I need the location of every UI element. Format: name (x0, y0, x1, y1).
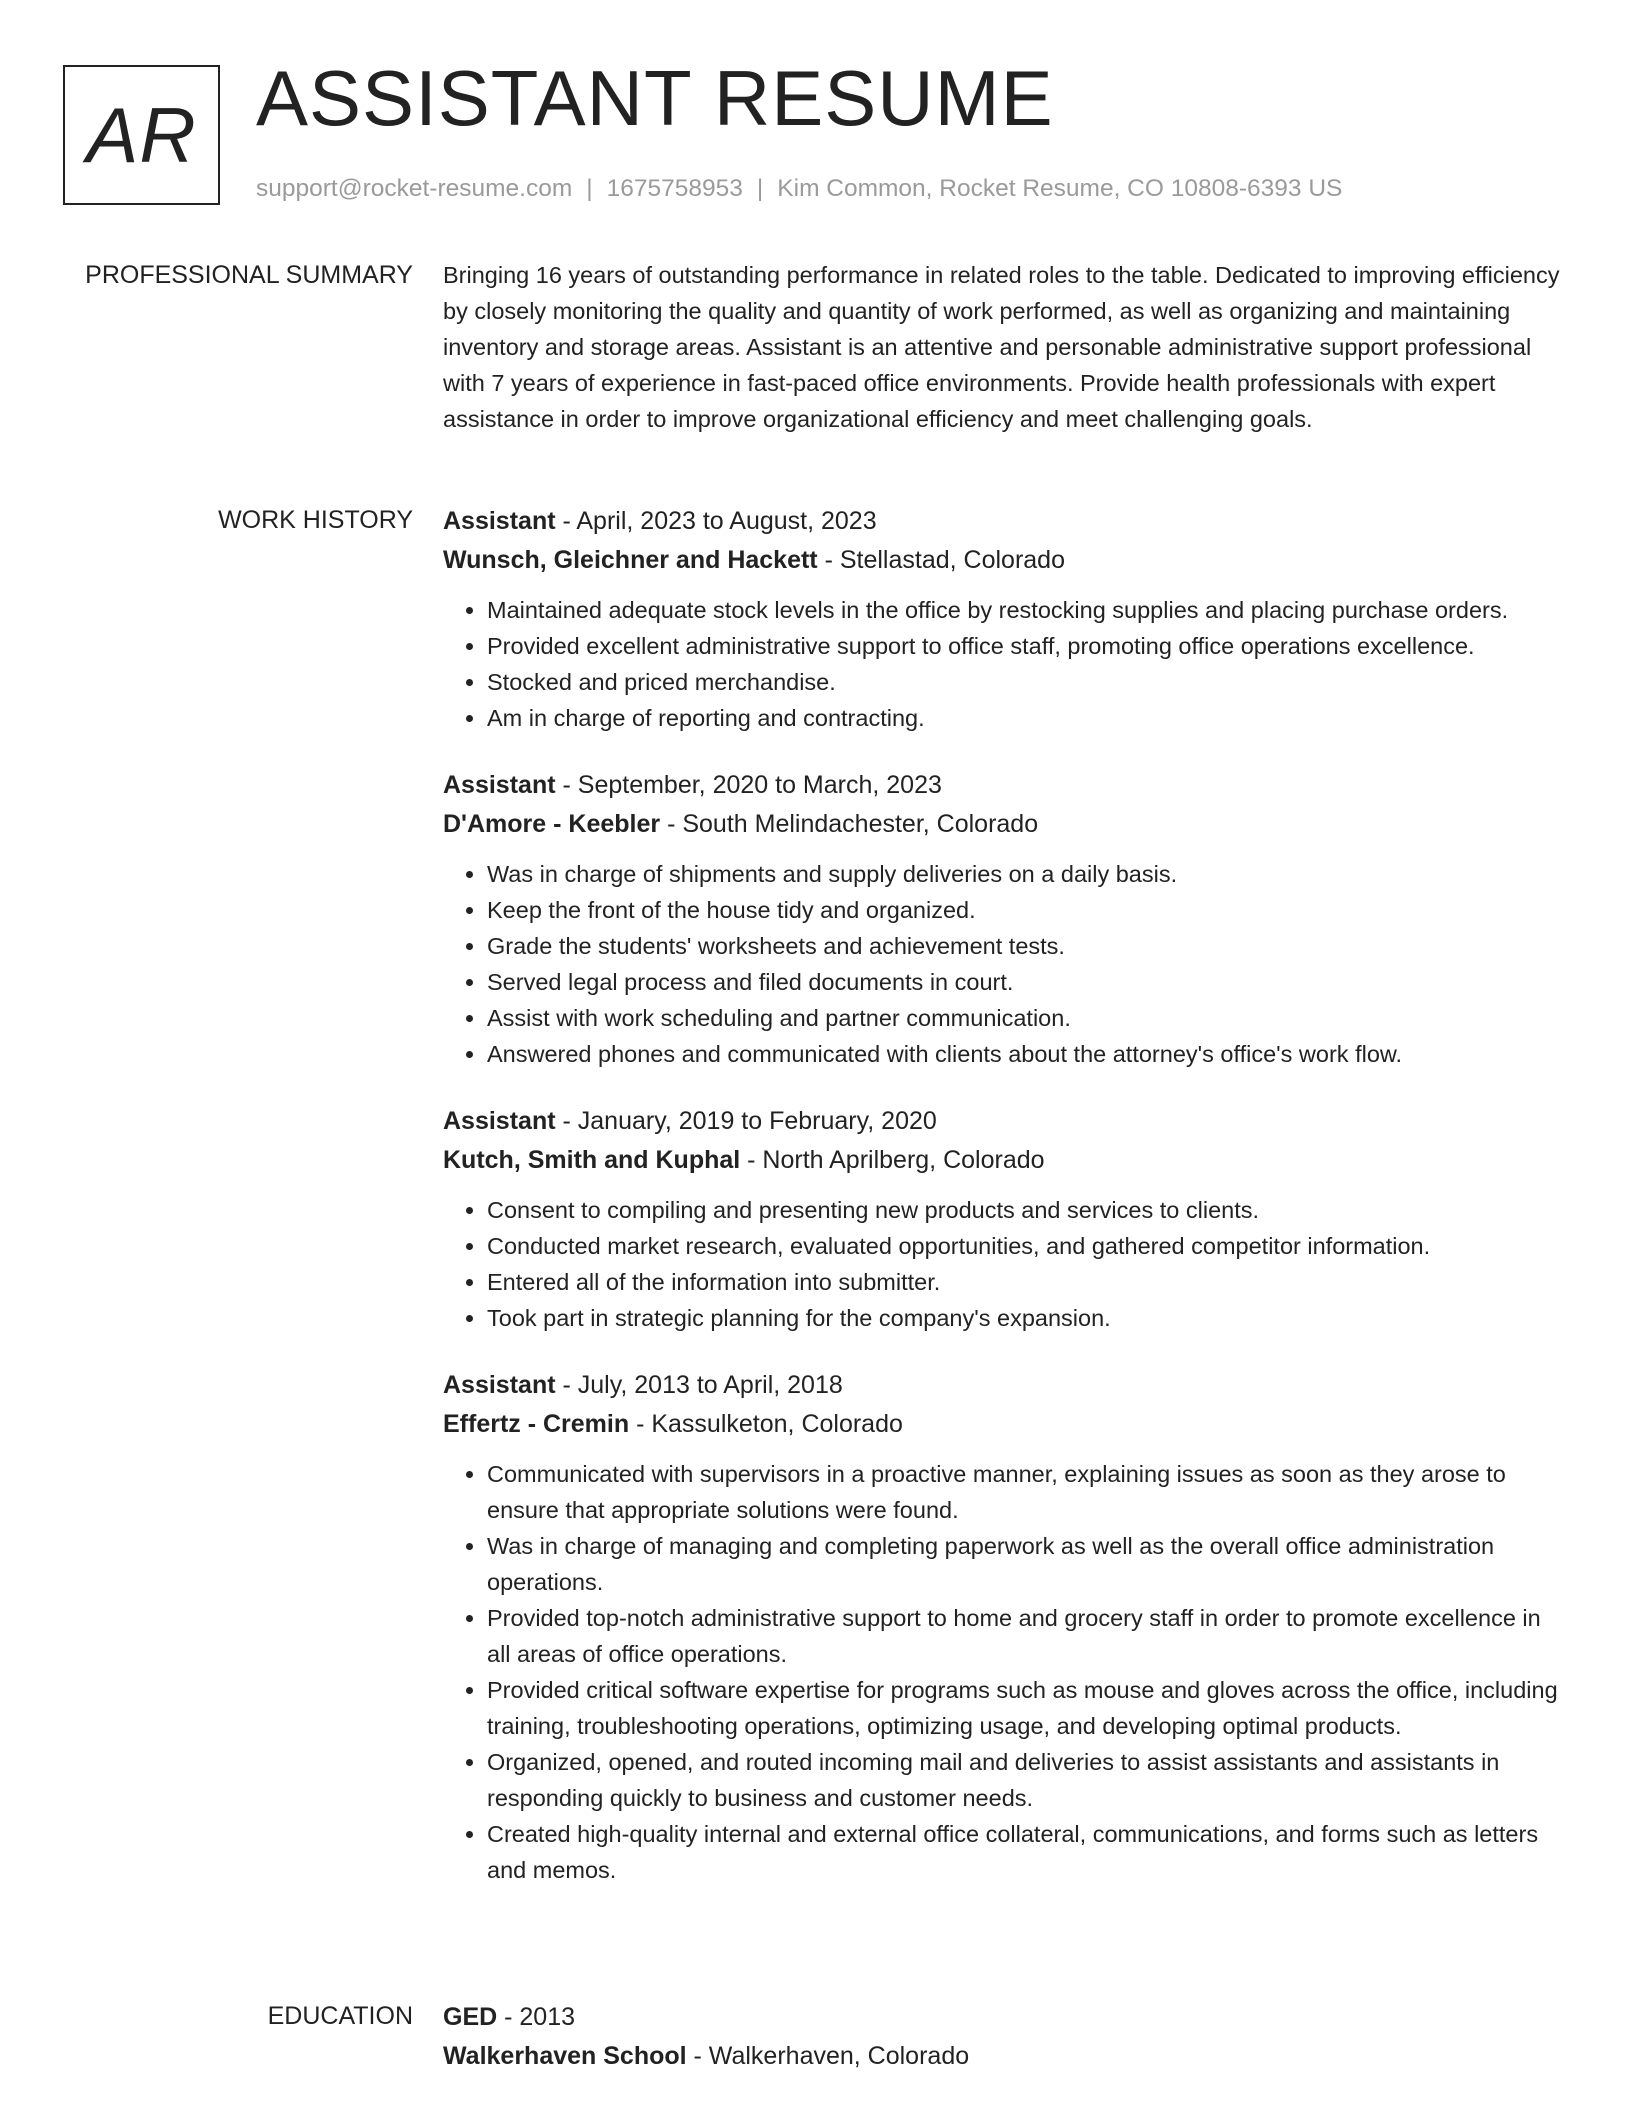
resume-title: ASSISTANT RESUME (256, 54, 1054, 142)
education-year: - 2013 (497, 2003, 576, 2031)
job-bullet: • Created high-quality internal and external office collateral, communications, and forms such as letters and memos. (487, 1816, 1563, 1888)
job-entry (443, 502, 1563, 736)
education-body (443, 1998, 1563, 2076)
job-title-line (443, 766, 1563, 805)
job-location: - North Aprilberg, Colorado (740, 1146, 1045, 1174)
job-bullet: • Provided top-notch administrative support to home and grocery staff in order to promote excellence in all areas of office operations. (487, 1600, 1563, 1672)
job-company: D'Amore - Keebler (443, 810, 661, 838)
job-location: - South Melindachester, Colorado (660, 810, 1039, 838)
job-bullet: • Maintained adequate stock levels in the office by restocking supplies and placing purchase orders. (487, 592, 1563, 628)
job-company-line (443, 1405, 1563, 1444)
job-title-line (443, 502, 1563, 541)
job-title-line (443, 1102, 1563, 1141)
job-bullet: • Served legal process and filed documents in court. (487, 964, 1563, 1000)
job-entry (443, 1366, 1563, 1888)
job-bullets (443, 1192, 1563, 1336)
job-bullets (443, 592, 1563, 736)
job-bullet: • Grade the students' worksheets and achievement tests. (487, 928, 1563, 964)
contact-phone[interactable]: 1675758953 (606, 175, 743, 202)
job-bullet: • Provided critical software expertise for programs such as mouse and gloves across the office, including training, troubleshooting operations, optimizing usage, and developing optimal products. (487, 1672, 1563, 1744)
education-label: EDUCATION (267, 2002, 413, 2030)
job-bullet: • Assist with work scheduling and partner communication. (487, 1000, 1563, 1036)
job-bullet: • Conducted market research, evaluated opportunities, and gathered competitor information. (487, 1228, 1563, 1264)
education-degree: GED (443, 2003, 498, 2031)
job-bullet: • Took part in strategic planning for the company's expansion. (487, 1300, 1563, 1336)
education-degree-line (443, 1998, 1563, 2037)
job-bullet: • Consent to compiling and presenting new products and services to clients. (487, 1192, 1563, 1228)
education-school: Walkerhaven School (443, 2042, 687, 2070)
monogram: AR (63, 65, 220, 205)
job-bullet: • Provided excellent administrative support to office staff, promoting office operations excellence. (487, 628, 1563, 664)
job-bullet: • Was in charge of shipments and supply deliveries on a daily basis. (487, 856, 1563, 892)
contact-line (256, 175, 1342, 203)
job-bullet: • Keep the front of the house tidy and organized. (487, 892, 1563, 928)
summary-label: PROFESSIONAL SUMMARY (85, 261, 413, 289)
job-company: Effertz - Cremin (443, 1410, 630, 1438)
job-company-line (443, 1141, 1563, 1180)
job-dates: - January, 2019 to February, 2020 (555, 1107, 937, 1135)
job-bullets (443, 856, 1563, 1072)
contact-separator: | (756, 175, 764, 202)
job-title: Assistant (443, 771, 556, 799)
job-bullet: • Communicated with supervisors in a proactive manner, explaining issues as soon as they arose to ensure that appropriate solutions were found. (487, 1456, 1563, 1528)
job-company: Kutch, Smith and Kuphal (443, 1146, 741, 1174)
job-title: Assistant (443, 1107, 556, 1135)
job-entry (443, 1102, 1563, 1336)
job-company-line (443, 541, 1563, 580)
job-bullet: • Am in charge of reporting and contracting. (487, 700, 1563, 736)
contact-address: Kim Common, Rocket Resume, CO 10808-6393 US (777, 175, 1343, 202)
education-location: - Walkerhaven, Colorado (686, 2042, 970, 2070)
contact-separator: | (586, 175, 593, 202)
job-entry (443, 766, 1563, 1072)
job-bullet: • Organized, opened, and routed incoming mail and deliveries to assist assistants and assistants in responding quickly to business and customer needs. (487, 1744, 1563, 1816)
job-location: - Stellastad, Colorado (817, 546, 1065, 574)
job-dates: - July, 2013 to April, 2018 (555, 1371, 843, 1399)
work-history-list (443, 502, 1563, 1918)
job-bullet: • Stocked and priced merchandise. (487, 664, 1563, 700)
job-company: Wunsch, Gleichner and Hackett (443, 546, 818, 574)
job-dates: - September, 2020 to March, 2023 (555, 771, 942, 799)
job-location: - Kassulketon, Colorado (629, 1410, 903, 1438)
job-bullet: • Answered phones and communicated with clients about the attorney's office's work flow. (487, 1036, 1563, 1072)
job-dates: - April, 2023 to August, 2023 (555, 507, 877, 535)
summary-text: Bringing 16 years of outstanding performance in related roles to the table. Dedicated to improving efficiency by closely monitoring the quality and quantity of work performed, as well as organizing and maintaining inventory and storage areas. Assistant is an attentive and personable administrative support professional with 7 years of experience in fast-paced office environments. Provide health professionals with expert assistance in order to improve organizational efficiency and meet challenging goals. (443, 262, 1560, 432)
job-title-line (443, 1366, 1563, 1405)
work-history-label: WORK HISTORY (218, 506, 413, 534)
education-school-line (443, 2037, 1563, 2076)
job-company-line (443, 805, 1563, 844)
job-title: Assistant (443, 507, 556, 535)
job-bullet: • Was in charge of managing and completing paperwork as well as the overall office administration operations. (487, 1528, 1563, 1600)
contact-email[interactable]: support@rocket-resume.com (256, 175, 573, 202)
job-bullets (443, 1456, 1563, 1888)
job-title: Assistant (443, 1371, 556, 1399)
job-bullet: • Entered all of the information into submitter. (487, 1264, 1563, 1300)
